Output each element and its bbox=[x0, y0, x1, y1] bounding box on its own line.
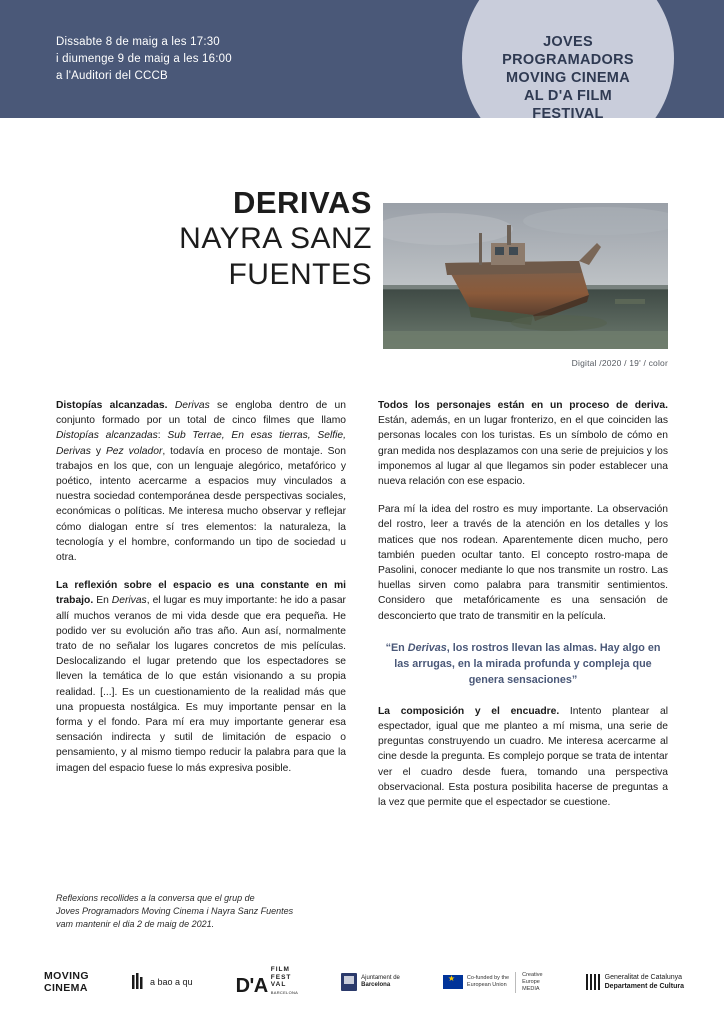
article-columns bbox=[56, 398, 668, 823]
film-ref-derivas: Derivas bbox=[174, 400, 210, 411]
paragraph-composicion bbox=[378, 704, 668, 810]
series-ref: Distopías alcanzadas bbox=[56, 430, 158, 442]
text: se engloba dentro de un conjunto formado por un total de cinco filmes que llamo bbox=[56, 400, 346, 427]
da-fest-line-1: FILM bbox=[270, 966, 290, 973]
logo-ajuntament-barcelona bbox=[341, 973, 400, 991]
credit-line-2: Joves Programadors Moving Cinema i Nayra Sanz Fuentes bbox=[56, 906, 294, 916]
text: Intento plantear al espectador, igual que me planteo a mí misma, una serie de preguntas construyendo un cuadro. Me interesa acercarme al cine desde la pregunta. Es complejo porque se trata de intentar ver el cuadro desde fuera, tomando una perspectiva observacional. Esta postura posibilita hacerse de preguntas a la vez que permite que el espectador se cuestione. bbox=[378, 705, 668, 809]
paragraph-espacio bbox=[56, 578, 346, 776]
text: , todavía en proceso de montaje. Son trabajos en los que, con un lenguaje alegórico, metafórico y poético, intento acercarme a espacios muy vinculados a nuestra sociedad contemporánea desde perspectivas sociales, económicas o políticas. Me interesa mucho observar y reflejar cómo dialogan entre sí tres elementos: la naturaleza, la tecnología y el hombre, conformando un tipo de sociedad u otra. bbox=[56, 445, 346, 564]
film-title: DERIVAS bbox=[232, 185, 372, 220]
film-title-block bbox=[0, 185, 380, 293]
director-name-line-2: FUENTES bbox=[228, 258, 372, 291]
bars-icon bbox=[132, 973, 146, 991]
logo-generalitat-catalunya bbox=[586, 973, 684, 991]
da-fest-line-3: VAL bbox=[270, 981, 287, 988]
ajuntament-line-1: Ajuntament de bbox=[361, 975, 400, 981]
text bbox=[167, 400, 174, 411]
moving-cinema-line-2: CINEMA bbox=[44, 982, 88, 994]
festival-badge-line-3: MOVING CINEMA bbox=[506, 70, 630, 86]
logo-da-film-festival bbox=[236, 966, 299, 998]
text: y bbox=[90, 445, 106, 457]
da-fest-stack bbox=[271, 966, 298, 996]
screening-date-line-1: Dissabte 8 de maig a les 17:30 bbox=[56, 36, 220, 48]
film-list-2: Pez volador bbox=[105, 445, 163, 457]
paragraph-rostro: Para mí la idea del rostro es muy importante. La observación del rostro, leer a través de la atención en los detalles y los matices que nos rodean. Aparentemente dicen mucho, pero también pueden ocultar tanto. El concepto rostro-mapa de Pasolini, conocer mediante lo que nos transmite un rostro. Las huellas sirven como palabra para transmitir sentimientos. Considero que metafóricamente es una sensación de desconcierto que trato de transmitir en la película. bbox=[378, 504, 668, 622]
credit-line-1: Reflexions recollides a la conversa que el grup de bbox=[56, 893, 255, 903]
pull-quote bbox=[378, 640, 668, 688]
a-bao-a-qu-label: a bao a qu bbox=[150, 977, 193, 987]
screening-dates bbox=[56, 34, 232, 85]
barcelona-shield-icon bbox=[341, 973, 357, 991]
film-still-photo bbox=[383, 203, 668, 349]
generalitat-line-1: Generalitat de Catalunya bbox=[604, 974, 683, 981]
creative-line-3: MEDIA bbox=[522, 985, 540, 992]
paragraph-personajes bbox=[378, 398, 668, 489]
festival-badge-line-1: JOVES bbox=[543, 34, 593, 50]
lead-espacio: La reflexión sobre el espacio es una constante en mi trabajo. bbox=[56, 580, 346, 607]
right-column bbox=[378, 398, 668, 823]
da-fest-city: BARCELONA bbox=[270, 989, 299, 995]
pull-quote-part-2: , los rostros llevan las almas. Hay algo en las arrugas, en la mirada profunda y compleja que genera sensaciones” bbox=[394, 641, 661, 686]
eu-funded-line-1: Co-funded by the bbox=[466, 975, 510, 981]
director-name-line-1: NAYRA SANZ bbox=[179, 222, 372, 255]
pull-quote-part-1: “En bbox=[385, 641, 408, 654]
lead-personajes: Todos los personajes están en un proceso de deriva. bbox=[378, 400, 668, 411]
moving-cinema-line-1: MOVING bbox=[44, 970, 89, 982]
left-column bbox=[56, 398, 346, 823]
festival-badge-line-5: FESTIVAL bbox=[532, 106, 604, 118]
text: Están, además, en un lugar fronterizo, en el que coinciden las personas locales con los turistas. Es un símbolo de cómo en gran medida nos desplazamos con una serie de prejuicios y los imponemos al lugar al que llegamos sin poder establecer una nueva relación con ese espacio. bbox=[378, 415, 668, 488]
da-wordmark: D'A bbox=[235, 975, 268, 997]
logo-a-bao-a-qu bbox=[132, 973, 193, 991]
footer bbox=[0, 948, 724, 1024]
eu-funded-line-2: European Union bbox=[466, 982, 507, 988]
lead-distopias: Distopías alcanzadas. bbox=[56, 400, 168, 411]
festival-badge bbox=[462, 0, 674, 118]
interview-credit-note bbox=[56, 892, 356, 931]
credit-line-3: vam mantenir el dia 2 de maig de 2021. bbox=[56, 919, 215, 929]
screening-venue-line: a l'Auditori del CCCB bbox=[56, 70, 168, 82]
logo-moving-cinema bbox=[44, 970, 89, 994]
page-header bbox=[0, 0, 724, 118]
generalitat-bars-icon bbox=[586, 974, 600, 990]
creative-line-1: Creative bbox=[522, 971, 543, 978]
ajuntament-line-2: Barcelona bbox=[361, 982, 391, 988]
film-list-1: Sub Terrae, En esas tierras, Selfie, Derivas bbox=[56, 430, 346, 457]
eu-flag-icon bbox=[443, 975, 463, 989]
pull-quote-film-ref: Derivas bbox=[407, 641, 447, 654]
generalitat-line-2: Departament de Cultura bbox=[604, 983, 684, 990]
film-ref-derivas-2: Derivas bbox=[111, 595, 147, 607]
text: : bbox=[157, 430, 168, 442]
lead-composicion: La composición y el encuadre. bbox=[378, 705, 560, 717]
paragraph-distopias bbox=[56, 398, 346, 565]
logo-creative-europe bbox=[443, 972, 543, 993]
festival-badge-line-4: AL D'A FILM bbox=[523, 88, 613, 104]
da-fest-line-2: FEST bbox=[270, 973, 292, 981]
text: , el lugar es muy importante: he ido a pasar allí muchos veranos de mi vida desde que era pequeña. He podido ver su evolución año tras año. Aun así, normalmente trato de no señalar los lugares concretos de mis películas. Deslocalizando el lugar pretendo que los espectadores se lleven la temática de lo que están visionando a su propia realidad. [...]. Es un cuestionamiento de la realidad más que una propuesta nostálgica. Es muy importante pensar en la forma y el fondo. Para mí era muy importante generar esa sensación indirecta y sutil de limitación de espacio o pensamiento, y al mismo tiempo reducir la palabra para que la imagen del espacio fuese lo más expresiva posible. bbox=[56, 595, 346, 774]
text: En bbox=[93, 595, 112, 607]
creative-line-2: Europe bbox=[522, 978, 540, 985]
film-technical-caption: Digital /2020 / 19' / color bbox=[571, 358, 668, 368]
festival-badge-line-2: PROGRAMADORS bbox=[502, 52, 634, 68]
screening-date-line-2: i diumenge 9 de maig a les 16:00 bbox=[56, 53, 232, 65]
